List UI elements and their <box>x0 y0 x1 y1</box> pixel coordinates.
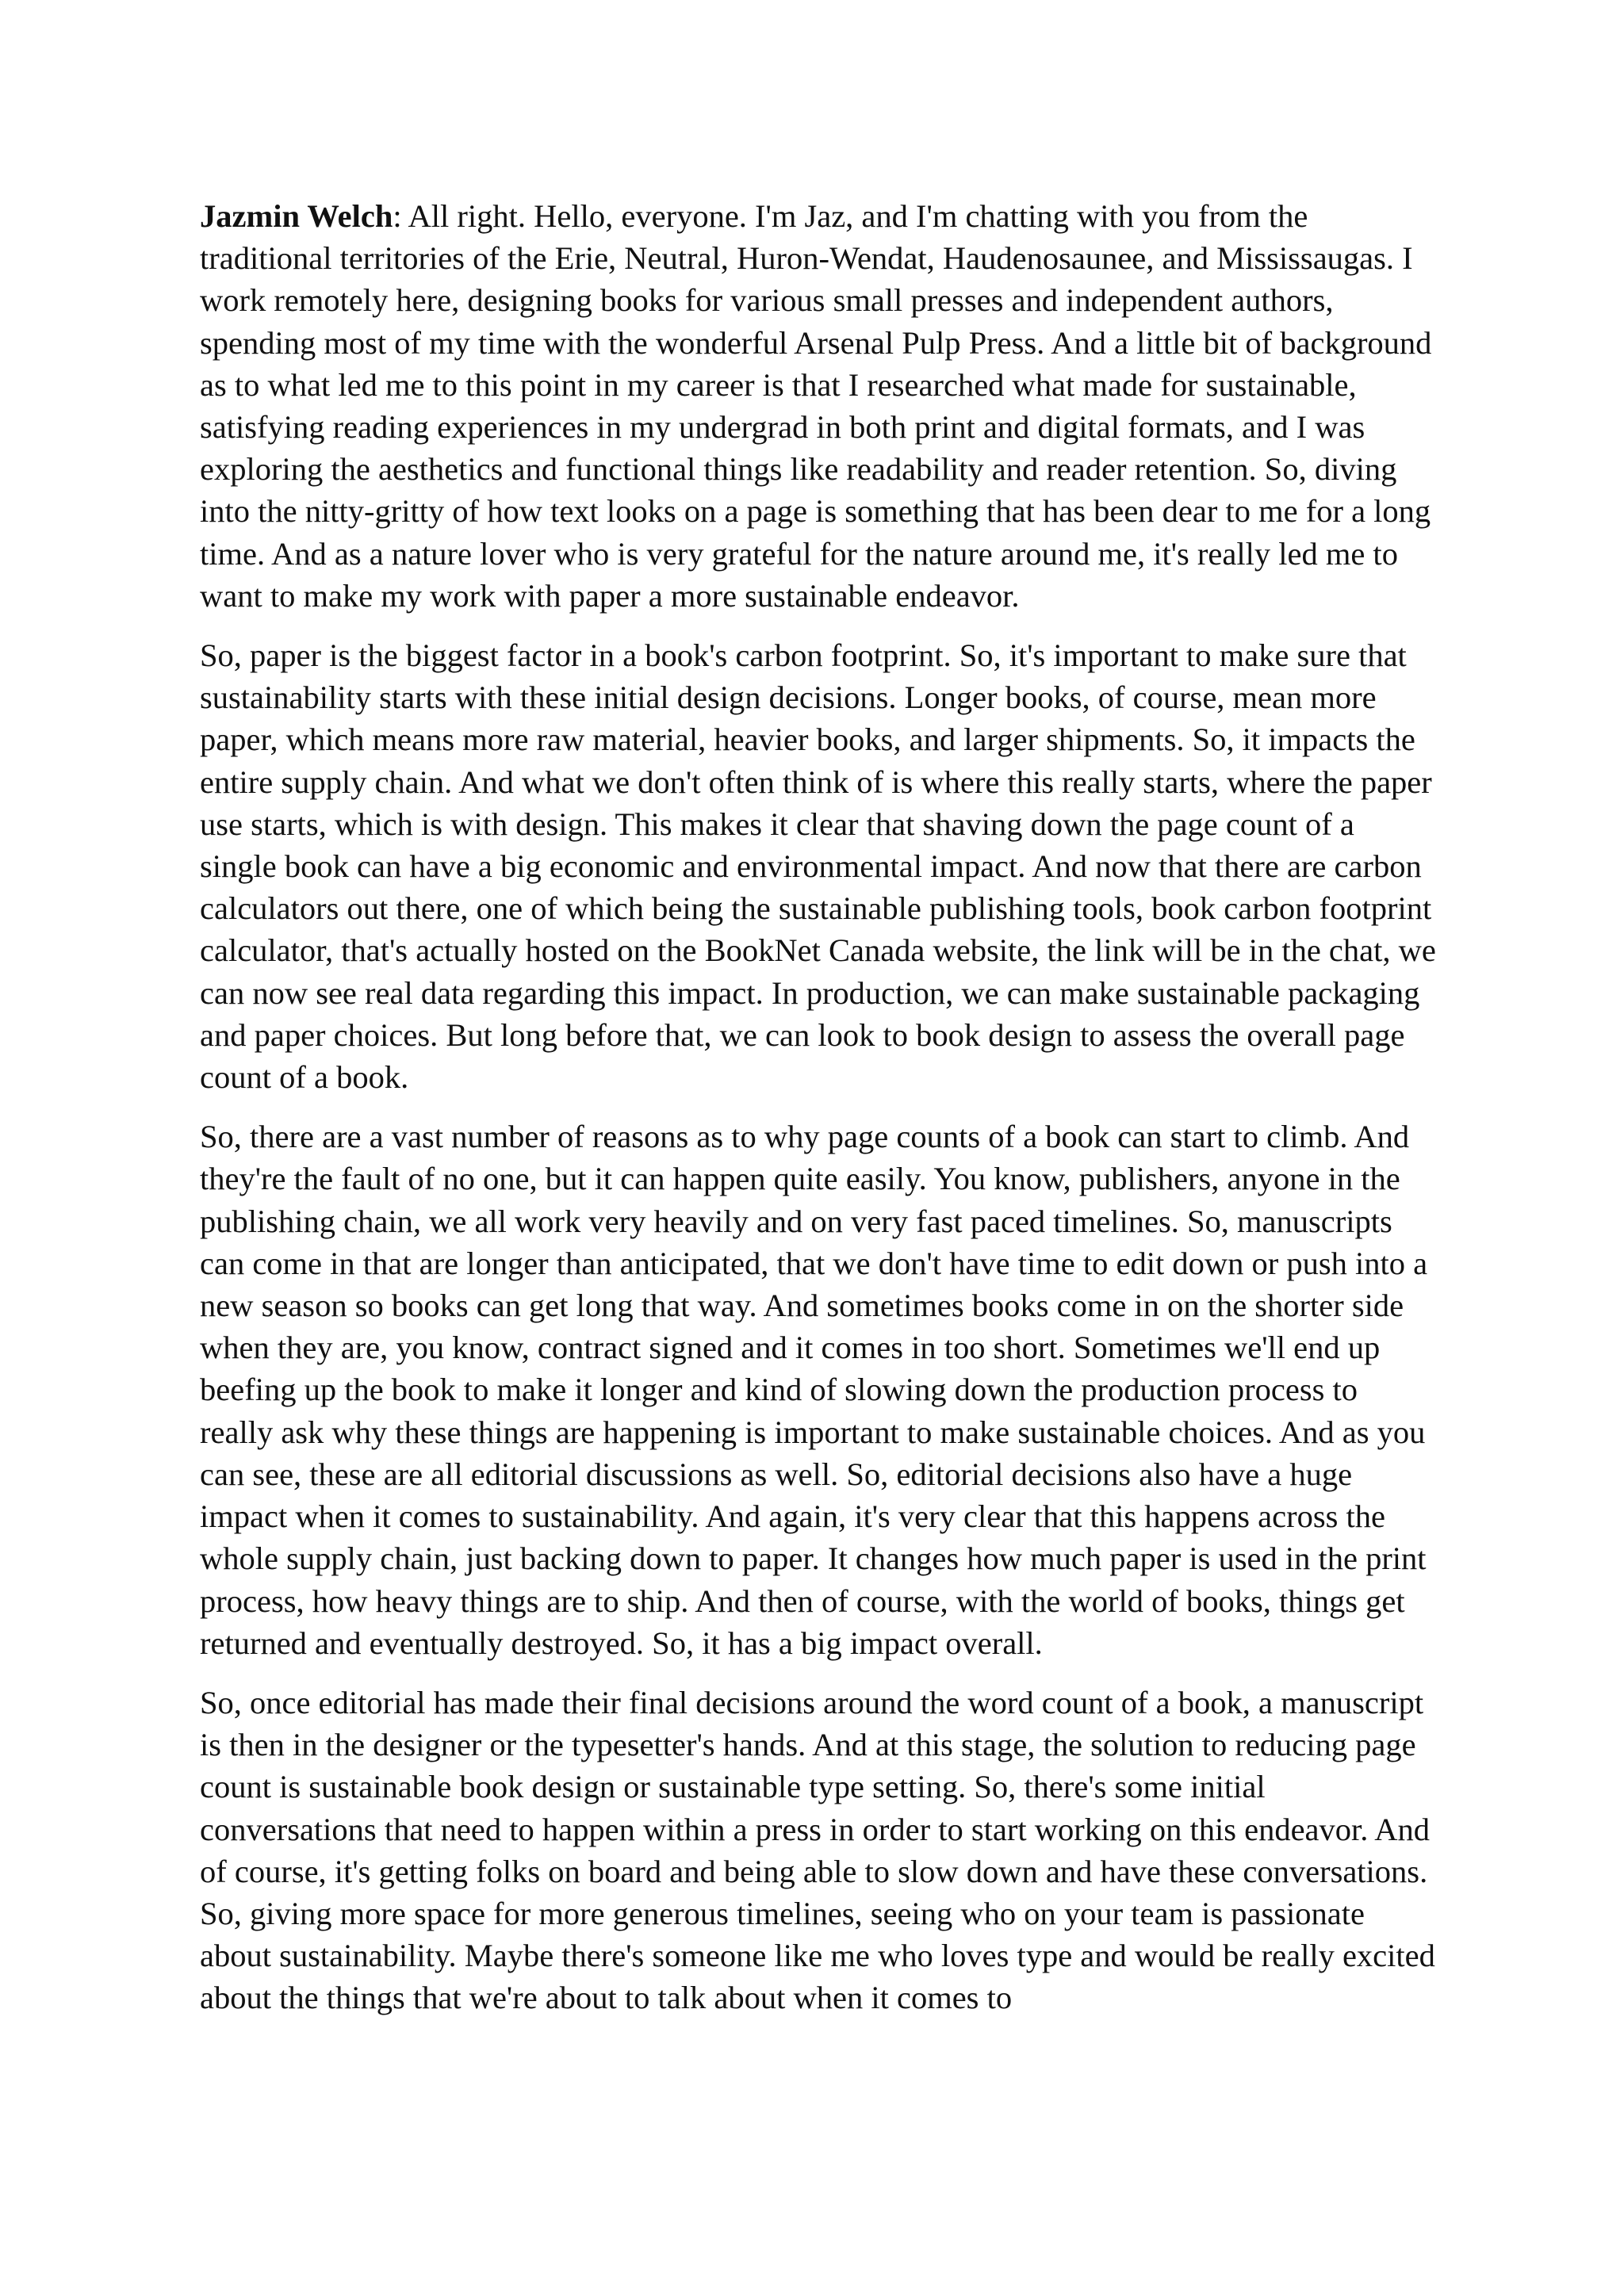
transcript-page <box>200 195 1437 2037</box>
transcript-paragraph-4: So, once editorial has made their final decisions around the word count of a book, a manuscript is then in the designer or the typesetter's hands. And at this stage, the solution to reducing page count is sustainable book design or sustainable type setting. So, there's some initial conversations that need to happen within a press in order to start working on this endeavor. And of course, it's getting folks on board and being able to slow down and have these conversations. So, giving more space for more generous timelines, seeing who on your team is passionate about sustainability. Maybe there's someone like me who loves type and would be really excited about the things that we're about to talk about when it comes to <box>200 1684 1435 2016</box>
speaker-name: Jazmin Welch <box>200 198 393 234</box>
paragraph-text: All right. Hello, everyone. I'm Jaz, and I'm chatting with you from the traditional territories of the Erie, Neutral, Huron-Wendat, Haudenosaunee, and Mississaugas. I work remotely here, designing books for various small presses and independent authors, spending most of my time with the wonderful Arsenal Pulp Press. And a little bit of background as to what led me to this point in my career is that I researched what made for sustainable, satisfying reading experiences in my undergrad in both print and digital formats, and I was exploring the aesthetics and functional things like readability and reader retention. So, diving into the nitty-gritty of how text looks on a page is something that has been dear to me for a long time. And as a nature lover who is very grateful for the nature around me, it's really led me to want to make my work with paper a more sustainable endeavor. <box>200 198 1432 614</box>
speaker-separator: : <box>393 198 408 234</box>
transcript-paragraph-3: So, there are a vast number of reasons as to why page counts of a book can start to climb. And they're the fault of no one, but it can happen quite easily. You know, publishers, anyone in the publishing chain, we all work very heavily and on very fast paced timelines. So, manuscripts can come in that are longer than anticipated, that we don't have time to edit down or push into a new season so books can get long that way. And sometimes books come in on the shorter side when they are, you know, contract signed and it comes in too short. Sometimes we'll end up beefing up the book to make it longer and kind of slowing down the production process to really ask why these things are happening is important to make sustainable choices. And as you can see, these are all editorial discussions as well. So, editorial decisions also have a huge impact when it comes to sustainability. And again, it's very clear that this happens across the whole supply chain, just backing down to paper. It changes how much paper is used in the print process, how heavy things are to ship. And then of course, with the world of books, things get returned and eventually destroyed. So, it has a big impact overall. <box>200 1119 1428 1661</box>
transcript-paragraph-2: So, paper is the biggest factor in a book's carbon footprint. So, it's important to make sure that sustainability starts with these initial design decisions. Longer books, of course, mean more paper, which means more raw material, heavier books, and larger shipments. So, it impacts the entire supply chain. And what we don't often think of is where this really starts, where the paper use starts, which is with design. This makes it clear that shaving down the page count of a single book can have a big economic and environmental impact. And now that there are carbon calculators out there, one of which being the sustainable publishing tools, book carbon footprint calculator, that's actually hosted on the BookNet Canada website, the link will be in the chat, we can now see real data regarding this impact. In production, we can make sustainable packaging and paper choices. But long before that, we can look to book design to assess the overall page count of a book. <box>200 637 1436 1096</box>
transcript-paragraph-1 <box>200 195 1437 617</box>
